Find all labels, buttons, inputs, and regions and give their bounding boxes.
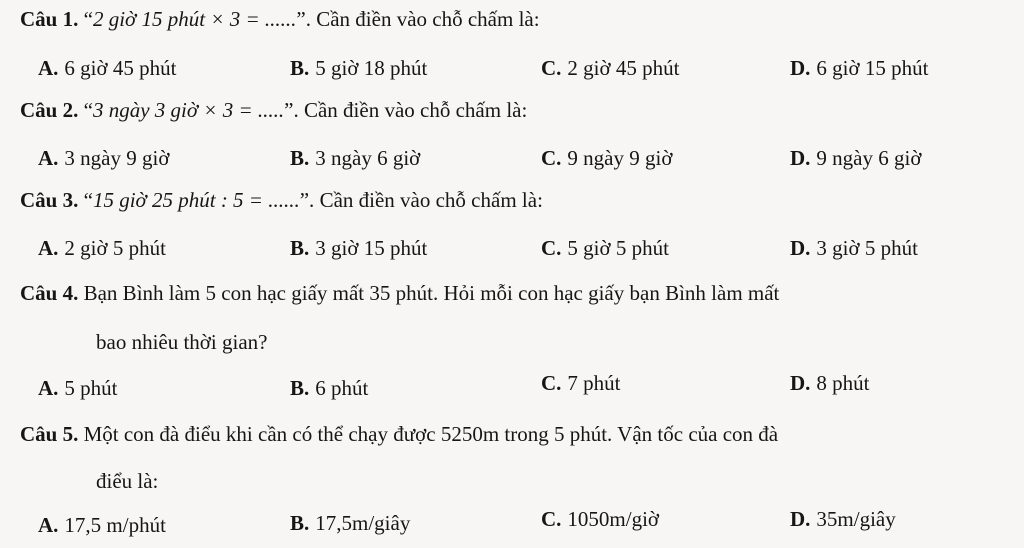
option-text: 3 giờ 5 phút	[816, 236, 918, 260]
option-text: 6 giờ 45 phút	[64, 56, 177, 80]
option-letter: C.	[541, 507, 562, 531]
option-letter: A.	[38, 236, 59, 260]
question-3-number: Câu 3.	[20, 188, 79, 212]
question-3-option-a[interactable]	[38, 235, 166, 261]
question-5-text-line2: điểu là:	[96, 469, 159, 493]
option-text: 5 giờ 5 phút	[567, 236, 669, 260]
question-3-close-quote: ”.	[299, 188, 320, 212]
question-1-number: Câu 1.	[20, 7, 79, 31]
option-text: 3 ngày 6 giờ	[315, 146, 421, 170]
question-5-option-a[interactable]	[38, 512, 166, 538]
option-letter: C.	[541, 56, 562, 80]
question-4-option-b[interactable]	[290, 375, 368, 401]
question-2-open-quote: “	[83, 98, 93, 122]
question-3-option-b[interactable]	[290, 235, 427, 261]
question-1-expression: 2 giờ 15 phút × 3 = ......	[92, 7, 297, 31]
question-3-expression: 15 giờ 25 phút : 5 = ......	[92, 188, 300, 212]
option-letter: A.	[38, 146, 59, 170]
option-text: 6 giờ 15 phút	[816, 56, 929, 80]
option-letter: C.	[541, 371, 562, 395]
option-text: 2 giờ 5 phút	[64, 236, 166, 260]
option-text: 35m/giây	[816, 507, 896, 531]
question-4-option-c[interactable]	[541, 370, 621, 396]
option-letter: D.	[790, 236, 811, 260]
option-letter: B.	[290, 511, 310, 535]
question-2-option-b[interactable]	[290, 145, 420, 171]
question-2-number: Câu 2.	[20, 98, 79, 122]
option-letter: D.	[790, 146, 811, 170]
question-5-option-b[interactable]	[290, 510, 410, 536]
option-letter: B.	[290, 56, 310, 80]
question-4-text-line1: Bạn Bình làm 5 con hạc giấy mất 35 phút. Hỏi mỗi con hạc giấy bạn Bình làm mất	[83, 281, 780, 305]
question-2-close-quote: ”.	[284, 98, 304, 122]
question-3-stem	[20, 187, 543, 213]
question-1-option-b[interactable]	[290, 55, 427, 81]
option-letter: B.	[290, 146, 310, 170]
option-letter: C.	[541, 146, 562, 170]
question-3-open-quote: “	[83, 188, 93, 212]
question-5-option-c[interactable]	[541, 506, 659, 532]
question-4-number: Câu 4.	[20, 281, 79, 305]
option-letter: D.	[790, 56, 811, 80]
question-5-stem	[20, 421, 778, 447]
question-2-option-d[interactable]	[790, 145, 921, 171]
option-text: 9 ngày 9 giờ	[567, 146, 673, 170]
question-2-option-a[interactable]	[38, 145, 169, 171]
option-text: 1050m/giờ	[567, 507, 660, 531]
question-2-prompt: Cần điền vào chỗ chấm là:	[303, 98, 528, 122]
question-4-option-a[interactable]	[38, 375, 118, 401]
option-letter: C.	[541, 236, 562, 260]
question-3-prompt: Cần điền vào chỗ chấm là:	[319, 188, 543, 212]
question-3-option-d[interactable]	[790, 235, 918, 261]
option-text: 17,5m/giây	[315, 511, 411, 535]
question-5-option-d[interactable]	[790, 506, 896, 532]
question-5-text-line1: Một con đà điểu khi cần có thể chạy được 5250m trong 5 phút. Vận tốc của con đà	[83, 422, 779, 446]
option-letter: A.	[38, 376, 59, 400]
question-2-option-c[interactable]	[541, 145, 672, 171]
option-letter: D.	[790, 507, 811, 531]
option-text: 17,5 m/phút	[64, 513, 166, 537]
option-text: 3 giờ 15 phút	[315, 236, 428, 260]
option-text: 9 ngày 6 giờ	[816, 146, 922, 170]
question-1-prompt: Cần điền vào chỗ chấm là:	[316, 7, 540, 31]
question-2-expression: 3 ngày 3 giờ × 3 = .....	[92, 98, 285, 122]
question-4-stem	[20, 280, 779, 306]
option-letter: B.	[290, 376, 310, 400]
option-letter: A.	[38, 513, 59, 537]
option-letter: A.	[38, 56, 59, 80]
question-5-number: Câu 5.	[20, 422, 79, 446]
option-text: 2 giờ 45 phút	[567, 56, 680, 80]
option-text: 8 phút	[816, 371, 870, 395]
option-text: 5 phút	[64, 376, 118, 400]
option-text: 5 giờ 18 phút	[315, 56, 428, 80]
option-text: 3 ngày 9 giờ	[64, 146, 170, 170]
question-1-open-quote: “	[83, 7, 93, 31]
option-letter: D.	[790, 371, 811, 395]
question-1-option-d[interactable]	[790, 55, 928, 81]
question-1-stem	[20, 6, 540, 32]
question-2-stem	[20, 97, 527, 123]
question-4-option-d[interactable]	[790, 370, 870, 396]
question-1-option-c[interactable]	[541, 55, 679, 81]
option-text: 7 phút	[567, 371, 621, 395]
option-letter: B.	[290, 236, 310, 260]
question-1-close-quote: ”.	[296, 7, 317, 31]
question-3-option-c[interactable]	[541, 235, 669, 261]
option-text: 6 phút	[315, 376, 369, 400]
question-4-text-line2: bao nhiêu thời gian?	[96, 330, 268, 354]
question-1-option-a[interactable]	[38, 55, 176, 81]
